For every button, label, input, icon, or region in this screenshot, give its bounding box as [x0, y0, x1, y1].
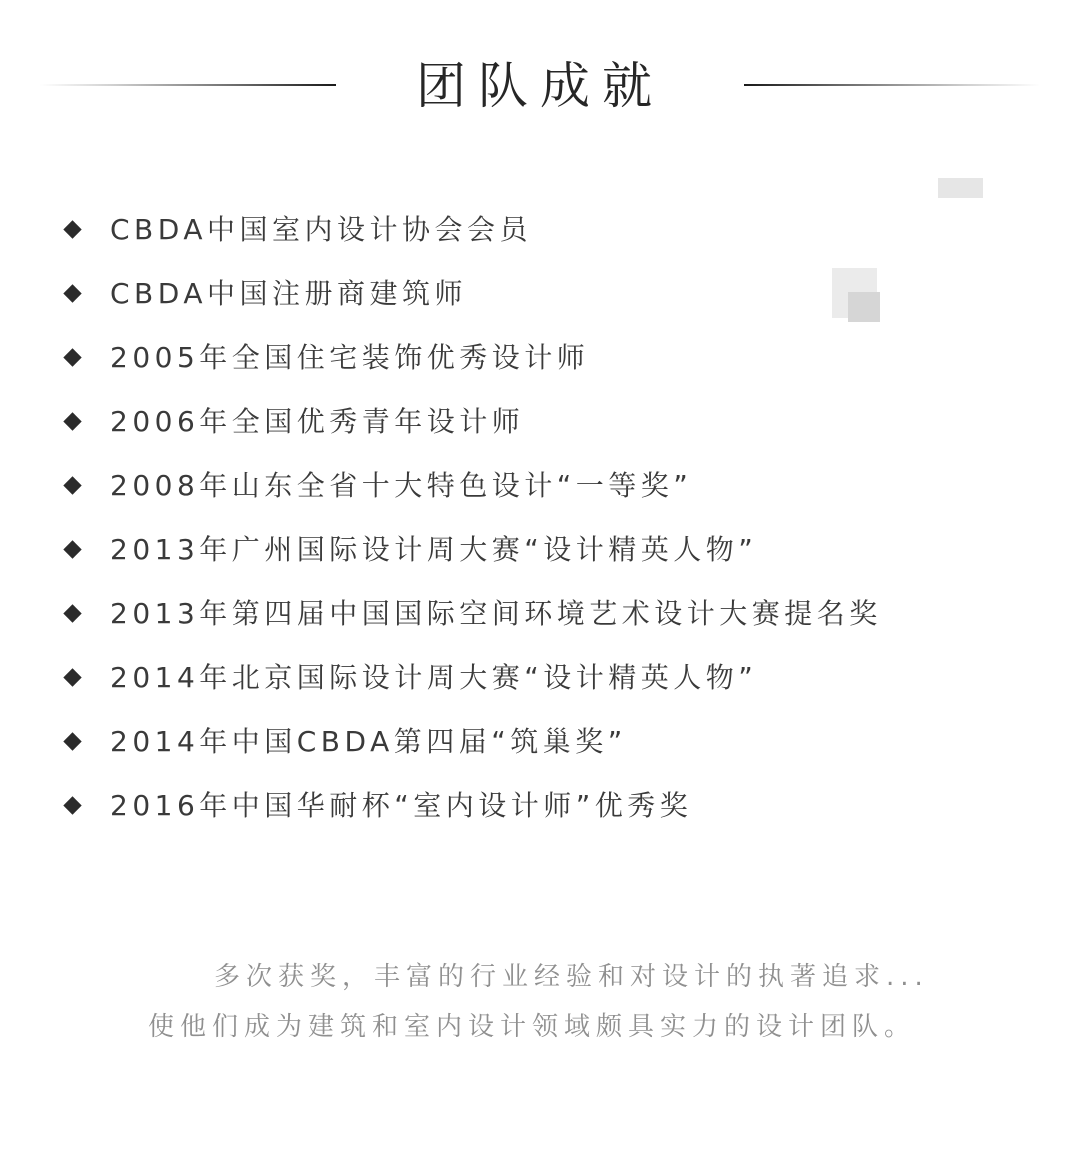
section-header	[0, 48, 1080, 128]
achievement-item	[0, 390, 1080, 454]
diamond-bullet-icon	[63, 348, 81, 366]
achievement-text: 2005年全国住宅装饰优秀设计师	[110, 341, 590, 374]
section-title: 团队成就	[416, 57, 664, 115]
header-divider-right	[744, 84, 1040, 86]
achievement-item	[0, 582, 1080, 646]
achievement-item	[0, 454, 1080, 518]
achievement-text: CBDA中国室内设计协会会员	[110, 213, 532, 246]
achievement-item	[0, 262, 1080, 326]
achievement-list	[0, 198, 1080, 838]
achievement-text: 2013年广州国际设计周大赛“设计精英人物”	[110, 533, 758, 566]
achievement-text: 2013年第四届中国国际空间环境艺术设计大赛提名奖	[110, 597, 882, 630]
achievement-item	[0, 646, 1080, 710]
diamond-bullet-icon	[63, 604, 81, 622]
diamond-bullet-icon	[63, 796, 81, 814]
achievement-item	[0, 518, 1080, 582]
decorative-block	[938, 178, 983, 198]
achievement-text: 2014年北京国际设计周大赛“设计精英人物”	[110, 661, 758, 694]
achievement-item	[0, 326, 1080, 390]
diamond-bullet-icon	[63, 284, 81, 302]
diamond-bullet-icon	[63, 732, 81, 750]
diamond-bullet-icon	[63, 412, 81, 430]
achievement-text: 2014年中国CBDA第四届“筑巢奖”	[110, 725, 627, 758]
diamond-bullet-icon	[63, 476, 81, 494]
closing-line-1: 多次获奖，丰富的行业经验和对设计的执著追求...	[214, 962, 929, 992]
closing-line-2: 使他们成为建筑和室内设计领域颇具实力的设计团队。	[148, 1012, 917, 1042]
achievement-item	[0, 198, 1080, 262]
diamond-bullet-icon	[63, 540, 81, 558]
diamond-bullet-icon	[63, 220, 81, 238]
achievement-text: CBDA中国注册商建筑师	[110, 277, 467, 310]
achievement-text: 2006年全国优秀青年设计师	[110, 405, 525, 438]
achievement-text: 2016年中国华耐杯“室内设计师”优秀奖	[110, 789, 693, 822]
achievement-item	[0, 774, 1080, 838]
header-divider-left	[40, 84, 336, 86]
diamond-bullet-icon	[63, 668, 81, 686]
achievement-text: 2008年山东全省十大特色设计“一等奖”	[110, 469, 693, 502]
achievement-item	[0, 710, 1080, 774]
